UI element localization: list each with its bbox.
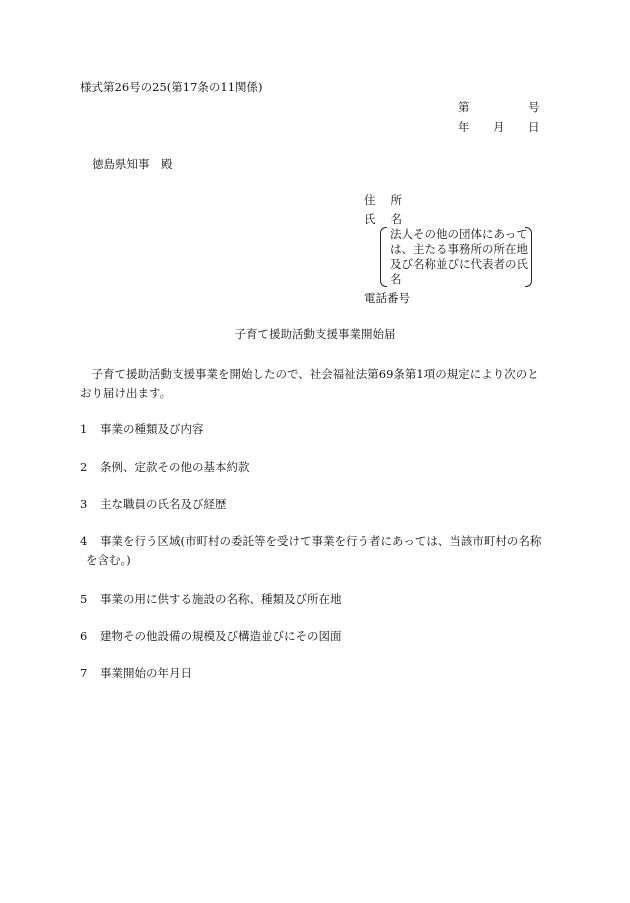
left-bracket <box>380 227 387 287</box>
item-number: 6 <box>80 629 88 643</box>
list-item <box>80 532 555 570</box>
corporate-note-bracket <box>380 227 532 287</box>
item-text-continuation: を含む。) <box>86 553 131 567</box>
date-month: 月 <box>493 120 505 134</box>
item-number: 1 <box>80 422 88 436</box>
item-text: 事業開始の年月日 <box>100 666 192 680</box>
name-label-char-1: 氏 <box>364 212 376 226</box>
phone-label: 電話番号 <box>364 291 410 305</box>
number-prefix: 第 <box>458 100 470 114</box>
address-label <box>364 193 424 209</box>
item-number: 5 <box>80 592 88 606</box>
item-number: 2 <box>80 460 88 474</box>
list-item <box>80 664 555 683</box>
item-number: 7 <box>80 666 88 680</box>
item-text: 建物その他設備の規模及び構造並びにその図面 <box>100 629 342 643</box>
address-label-char-1: 住 <box>364 193 376 207</box>
date-day: 日 <box>528 120 540 134</box>
addressee: 徳島県知事 殿 <box>92 157 173 171</box>
list-item <box>80 590 555 609</box>
name-label <box>364 212 424 228</box>
list-item <box>80 420 555 439</box>
form-number: 様式第26号の25(第17条の11関係) <box>80 80 263 94</box>
item-number: 3 <box>80 497 88 511</box>
address-label-char-2: 所 <box>390 193 402 207</box>
name-label-char-2: 名 <box>390 212 402 226</box>
list-item <box>80 458 555 477</box>
item-text: 事業を行う区域(市町村の委託等を受けて事業を行う者にあっては、当該市町村の名称 <box>100 534 542 548</box>
item-number: 4 <box>80 534 88 548</box>
item-text: 事業の用に供する施設の名称、種類及び所在地 <box>100 592 342 606</box>
body-paragraph: 子育て援助活動支援事業を開始したので、社会福祉法第69条第1項の規定により次のとおり届け出ます。 <box>80 367 539 400</box>
list-item <box>80 495 555 514</box>
date-year: 年 <box>458 120 470 134</box>
document-title: 子育て援助活動支援事業開始届 <box>234 327 396 341</box>
item-text: 主な職員の氏名及び経歴 <box>100 497 227 511</box>
number-suffix: 号 <box>528 100 540 114</box>
item-text: 事業の種類及び内容 <box>100 422 204 436</box>
list-item <box>80 627 555 646</box>
right-bracket <box>525 227 532 287</box>
item-text: 条例、定款その他の基本約款 <box>100 460 250 474</box>
corporate-note: 法人その他の団体にあっては、主たる事務所の所在地及び名称並びに代表者の氏名 <box>390 227 528 286</box>
